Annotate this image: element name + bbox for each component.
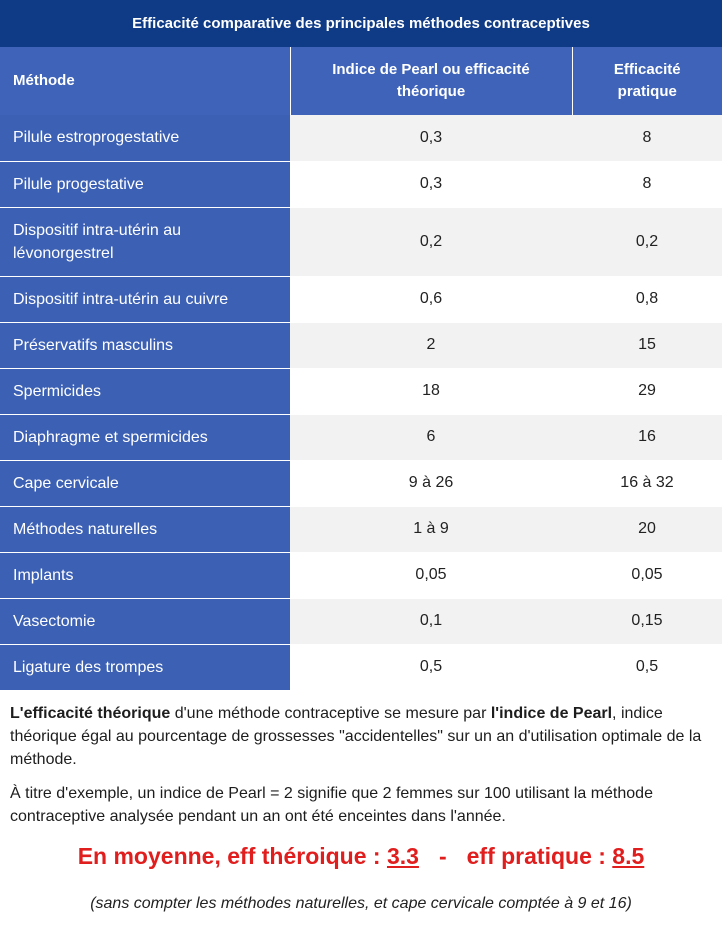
method-cell: Diaphragme et spermicides: [0, 414, 290, 460]
method-cell: Dispositif intra-utérin au lévonorgestrel: [0, 207, 290, 276]
summary-label-practical: eff pratique :: [466, 843, 613, 869]
table-row: [0, 644, 722, 690]
theoretical-cell: 0,2: [290, 207, 572, 276]
method-cell: Vasectomie: [0, 598, 290, 644]
practical-cell: 0,05: [572, 552, 722, 598]
theoretical-cell: 2: [290, 322, 572, 368]
practical-cell: 8: [572, 115, 722, 161]
practical-cell: 16 à 32: [572, 460, 722, 506]
practical-cell: 0,2: [572, 207, 722, 276]
practical-cell: 0,15: [572, 598, 722, 644]
method-cell: Implants: [0, 552, 290, 598]
method-cell: Spermicides: [0, 368, 290, 414]
example-paragraph: À titre d'exemple, un indice de Pearl = 2 signifie que 2 femmes sur 100 utilisant la méthode contraceptive analysée pendant un an ont été enceintes dans l'année.: [10, 785, 653, 825]
bold-term-theoretical: L'efficacité théorique: [10, 705, 171, 722]
paragraph-text: d'une méthode contraceptive se mesure par: [170, 705, 491, 722]
table-row: [0, 552, 722, 598]
theoretical-cell: 0,5: [290, 644, 572, 690]
practical-cell: 0,5: [572, 644, 722, 690]
theoretical-cell: 0,3: [290, 115, 572, 161]
table-row: [0, 207, 722, 276]
header-practical: [572, 47, 722, 115]
table-row: [0, 598, 722, 644]
pearl-definition-paragraph: [10, 702, 714, 771]
theoretical-cell: 6: [290, 414, 572, 460]
practical-cell: 16: [572, 414, 722, 460]
table-title: Efficacité comparative des principales méthodes contraceptives: [0, 0, 722, 47]
table-row: [0, 276, 722, 322]
theoretical-cell: 9 à 26: [290, 460, 572, 506]
table-row: [0, 368, 722, 414]
practical-cell: 29: [572, 368, 722, 414]
table-row: [0, 322, 722, 368]
method-cell: Pilule estroprogestative: [0, 115, 290, 161]
table-row: [0, 115, 722, 161]
paragraph-text: , indice théorique égal au pourcentage de grossesses "accidentelles" sur un an d'utilisation optimale de la méthode.: [10, 705, 702, 768]
summary-value-theoretical: 3.3: [386, 843, 419, 869]
practical-cell: 15: [572, 322, 722, 368]
table-row: [0, 414, 722, 460]
table-row: [0, 460, 722, 506]
theoretical-cell: 0,6: [290, 276, 572, 322]
theoretical-cell: 18: [290, 368, 572, 414]
summary-separator: -: [438, 843, 447, 869]
table-row: [0, 161, 722, 207]
theoretical-cell: 1 à 9: [290, 506, 572, 552]
footnote: (sans compter les méthodes naturelles, et cape cervicale comptée à 9 et 16): [90, 895, 632, 912]
practical-cell: 8: [572, 161, 722, 207]
practical-cell: 20: [572, 506, 722, 552]
method-cell: Ligature des trompes: [0, 644, 290, 690]
method-cell: Cape cervicale: [0, 460, 290, 506]
theoretical-cell: 0,3: [290, 161, 572, 207]
table-header-row: [0, 47, 722, 115]
header-theoretical: [290, 47, 572, 115]
theoretical-cell: 0,05: [290, 552, 572, 598]
method-cell: Préservatifs masculins: [0, 322, 290, 368]
header-theoretical-label: Indice de Pearl ou efficacité théorique: [332, 61, 530, 100]
method-cell: Dispositif intra-utérin au cuivre: [0, 276, 290, 322]
bold-term-pearl: l'indice de Pearl: [490, 705, 613, 722]
method-cell: Pilule progestative: [0, 161, 290, 207]
summary-value-practical: 8.5: [612, 843, 645, 869]
header-method: Méthode: [0, 47, 290, 115]
practical-cell: 0,8: [572, 276, 722, 322]
header-practical-label: Efficacité pratique: [613, 61, 681, 100]
summary-label-theoretical: En moyenne, eff théroique :: [77, 843, 387, 869]
theoretical-cell: 0,1: [290, 598, 572, 644]
explanation-text: [10, 702, 714, 828]
table-row: [0, 506, 722, 552]
average-summary: [0, 843, 722, 870]
efficacy-table: [0, 47, 722, 691]
method-cell: Méthodes naturelles: [0, 506, 290, 552]
